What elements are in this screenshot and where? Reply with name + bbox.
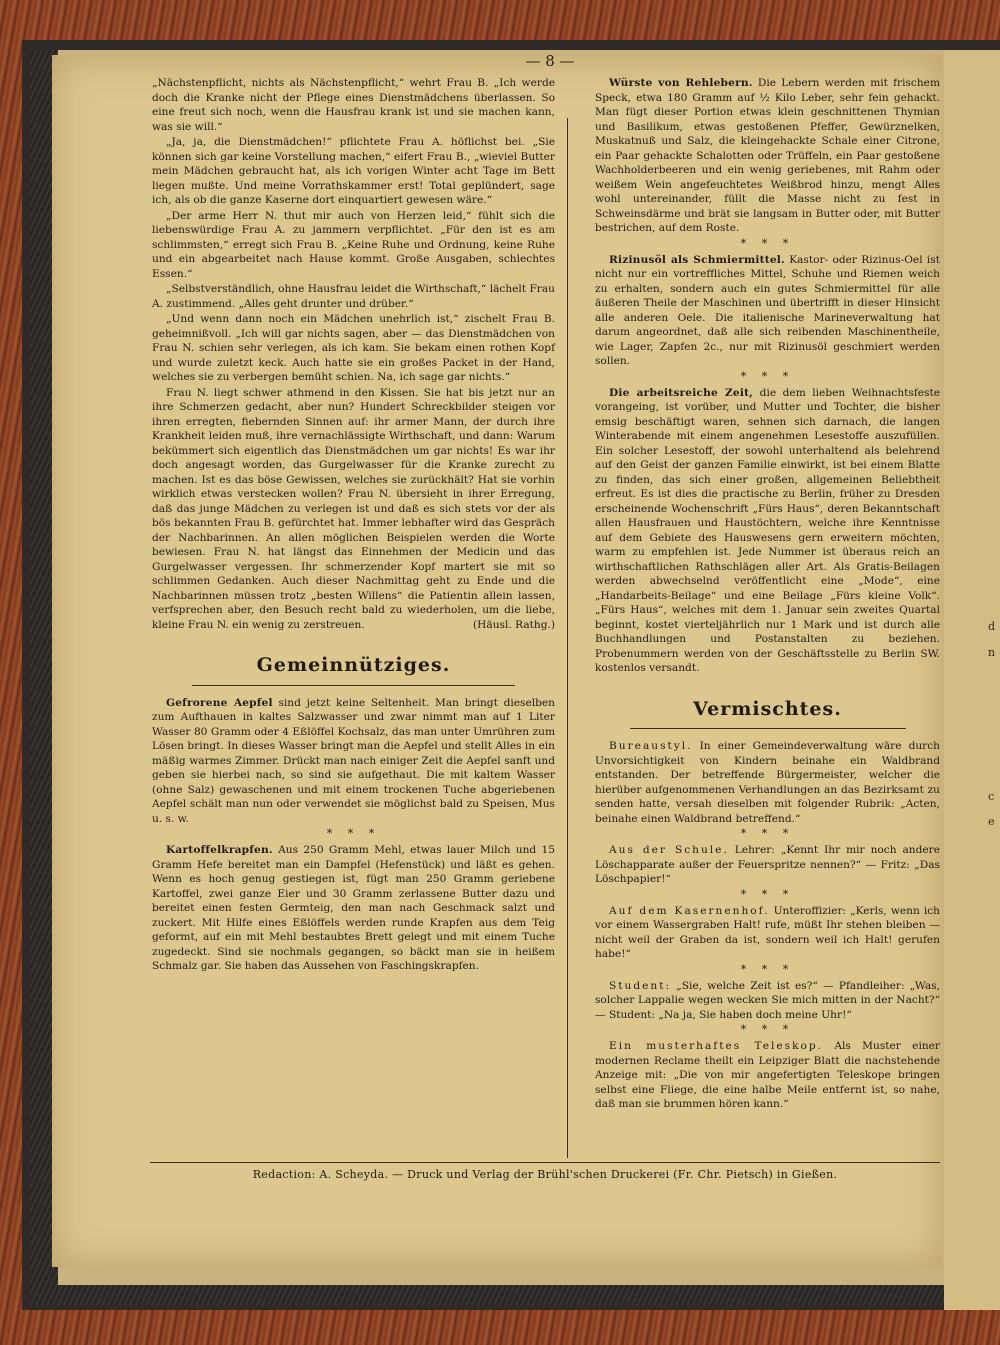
story-paragraph: „Selbstverständlich, ohne Hausfrau leidet die Wirthschaft,“ lächelt Frau A. zustimmend. „Alles geht drunter und drüber.“ [152, 283, 555, 310]
left-column [152, 76, 555, 975]
misc-lead: Auf dem Kasernenhof. [609, 904, 770, 917]
article-text: sind jetzt keine Seltenheit. Man bringt dieselben zum Aufthauen in kaltes Salzwasser und zwar nimmt man auf 1 Liter Wasser 80 Gramm oder 4 Eßlöffel Kochsalz, das man unter Umrühren zum Lösen bringt. In dieses Wasser bringt man die Aepfel und stellt Alles in ein mäßig warmes Zimmer. Drückt man nach einiger Zeit die Aepfel sanft und geben sie hierbei nach, so sind sie aufgethaut. Die mit kaltem Wasser (ohne Salz) gewaschenen und mit einem trockenen Tuche abgeriebenen Aepfel schält man nun oder verwendet sie möglichst bald zu Speisen, Mus u. s. w. [152, 696, 555, 825]
misc-text: Als Muster einer modernen Reclame theilt ein Leipziger Blatt die nachstehende Anzeige mit: „Die von mir angefertigten Teleskope bringen selbst eine Fliege, die eine halbe Meile entfernt ist, so nahe, daß man sie brummen hören kann.“ [595, 1040, 940, 1110]
section-title-gemeinnuetziges: Gemeinnütziges. [256, 654, 451, 676]
column-rule [567, 118, 568, 1158]
article-wuerste [595, 76, 940, 236]
next-page-edge [944, 50, 1000, 1310]
misc-item [595, 1039, 940, 1112]
article-kartoffelkrapfen [152, 843, 555, 974]
article-heading: Würste von Rehlebern. [609, 77, 753, 89]
stars-separator: * * * [740, 962, 795, 976]
article-text: Kastor- oder Rizinus-Oel ist nicht nur ein vortreffliches Mittel, Schuhe und Riemen weich zu erhalten, sondern auch ein gutes Schmiermittel für alle äußeren Theile der Maschinen und übertrifft in dieser Hinsicht alle anderen Oele. Die italienische Marineverwaltung hat darum angeordnet, daß alle sich reibenden Maschinentheile, wie Lager, Zapfen 2c., nur mit Rizinusöl geschmiert werden sollen. [595, 253, 940, 367]
story-paragraph: „Und wenn dann noch ein Mädchen unehrlich ist,“ zischelt Frau B. geheimnißvoll. „Ich will gar nichts sagen, aber — das Dienstmädchen von Frau N. schien sehr verlegen, als ich kam. Sie bekam einen rothen Kopf und wurde zuletzt keck. Auch hatte sie ein großes Packet in der Hand, welches sie zu verbergen bemüht schien. Na, ich sage gar nichts.“ [152, 313, 555, 383]
misc-text: Unteroffizier: „Kerls, wenn ich vor einem Wassergraben Halt! rufe, müßt Ihr stehen bleiben — nicht weil der Graben da ist, sondern weil ich Halt! gerufen habe!“ [595, 904, 940, 960]
sliver-letter: d [988, 620, 996, 633]
sliver-letter: e [988, 815, 995, 828]
right-column [595, 76, 940, 1113]
section-title-vermischtes: Vermischtes. [693, 697, 842, 720]
story-paragraph: „Nächstenpflicht, nichts als Nächstenpflicht,“ wehrt Frau B. „Ich werde doch die Kranke nicht der Pflege eines Dienstmädchens überlassen. So eine freut sich noch, wenn die Hausfrau krank ist und sie machen kann, was sie will.“ [152, 77, 555, 133]
stars-separator: * * * [740, 887, 795, 901]
stars-separator: * * * [740, 827, 795, 840]
misc-lead: Aus der Schule. [609, 844, 729, 856]
stars-separator: * * * [326, 827, 381, 840]
article-text: Die Lebern werden mit frischem Speck, etwa 180 Gramm auf ½ Kilo Leber, sehr fein gehackt. Man fügt dieser Portion etwas klein geschnittenen Thymian und Basilikum, etwas gestoßenen Pfeffer, Gewürznelken, Muskatnuß und Salz, die kleingehackte Schale einer Citrone, ein Paar gehackte Schalotten oder Trüffeln, ein Paar gestoßene Wachholderbeeren und ein wenig geriebenes, mit Rahm oder weißem Wein angefeuchtetes Weißbrod hinzu, mengt Alles wohl untereinander, füllt die Masse nicht zu fest in Schweinsdärme und brät sie langsam in Butter oder, mit Butter bestrichen, auf dem Roste. [595, 77, 940, 234]
misc-item [595, 904, 940, 962]
article-gefrorene-aepfel [152, 696, 555, 827]
article-text: Aus 250 Gramm Mehl, etwas lauer Milch und 15 Gramm Hefe bereitet man ein Dampfel (Hefenstück) und läßt es gehen. Wenn es hoch genug gestiegen ist, fügt man 250 Gramm geriebene Kartoffel, zwei ganze Eier und 30 Gramm zerlassene Butter dazu und bereitet einen festen Germteig, den man nach Geschmack salzt und zuckert. Mit Hilfe eines Eßlöffels werden runde Krapfen aus dem Teig geformt, auf ein mit Mehl bestaubtes Brett gelegt und mit einem Tuche zugedeckt. Sind sie nochmals gegangen, so bäckt man sie in heißem Schmalz gar. Sie haben das Aussehen von Faschingskrapfen. [152, 844, 555, 972]
article-heading: Gefrorene Aepfel [166, 696, 273, 709]
stars-separator: * * * [740, 369, 795, 383]
misc-text: „Sie, welche Zeit ist es?“ — Pfandleiher: „Was, solcher Lappalie wegen wecken Sie mich mitten in der Nacht?“ — Student: „Na ja, Sie haben doch meine Uhr!“ [595, 979, 940, 1021]
story-text: Frau N. liegt schwer athmend in den Kissen. Sie hat bis jetzt nur an ihre Schmerzen gedacht, aber nun? Hundert Schreckbilder steigen vor ihren erregten, fiebernden Sinnen auf: ihr armer Mann, der durch ihre Krankheit leiden muß, ihre vernachlässigte Wirthschaft, und dann: Warum bekümmert sich eigentlich das Dienstmädchen um gar nichts! Es war ihr doch angesagt worden, das Gurgelwasser für die Kranke zurecht zu machen. Ist es das böse Gewissen, welches sie zurückhält? Hat sie vorhin wirklich etwas verstecken wollen? Frau N. übersieht in ihrer Erregung, daß das junge Mädchen zu verlegen ist und daß es sich stets vor der als bös bekannten Frau B. gefürchtet hat. Immer lebhafter wird das Gespräch der Nachbarinnen. An allen möglichen Beispielen werden die Worte bewiesen. Frau N. hat längst das Einnehmen der Medicin und das Gurgelwasser vergessen. Ihr schmerzender Kopf martert sie mit so schlimmen Gedanken. Auch dieser Nachmittag geht zu Ende und die Nachbarinnen müssen trotz „besten Willens“ die Patientin allein lassen, verfsprechen aber, den Besuch recht bald zu wiederholen, um die liebe, kleine Frau N. ein wenig zu zerstreuen. [152, 386, 555, 631]
misc-lead: Student: [609, 979, 672, 992]
imprint-footer: Redaction: A. Scheyda. — Druck und Verlag der Brühl'schen Druckerei (Fr. Chr. Pietsch) in Gießen. [252, 1168, 838, 1181]
misc-lead: Ein musterhaftes Teleskop. [609, 1040, 824, 1052]
misc-item [595, 979, 940, 1023]
article-arbeitsreiche-zeit [595, 386, 940, 676]
story-source: (Häusl. Rathg.) [473, 618, 555, 631]
article-heading: Rizinusöl als Schmiermittel. [609, 253, 785, 266]
stars-separator: * * * [740, 1023, 795, 1036]
footer-rule [150, 1162, 940, 1163]
sliver-letter: c [988, 790, 995, 803]
story-paragraph: „Ja, ja, die Dienstmädchen!“ pflichtete Frau A. höflichst bei. „Sie können sich gar keine Vorstellung machen,“ eifert Frau B., „wieviel Butter mein Mädchen gebraucht hat, als ich vorigen Winter acht Tage im Bett liegen mußte. Und meine Vorrathskammer erst! Total geplündert, sage ich, als ob die ganze Kaserne dort einquartiert gewesen wäre.“ [152, 136, 555, 206]
misc-item [595, 739, 940, 826]
section-rule [192, 685, 514, 686]
sliver-letter: n [988, 646, 996, 659]
article-rizinusoel [595, 253, 940, 369]
misc-item [595, 843, 940, 887]
stars-separator: * * * [740, 236, 795, 250]
page-number: — 8 — [525, 52, 575, 70]
story-paragraph: „Der arme Herr N. thut mir auch von Herzen leid,“ fühlt sich die liebenswürdige Frau A. zu jammern verpflichtet. „Für den ist es am schlimmsten,“ erregt sich Frau B. „Keine Ruhe und Ordnung, keine Ruhe und ein abgearbeitet nach Hause kommt. Große Ausgaben, schlechtes Essen.“ [152, 209, 555, 280]
misc-lead: Bureaustyl. [609, 740, 693, 752]
misc-text: In einer Gemeindeverwaltung wäre durch Unvorsichtigkeit von Kindern beinahe ein Waldbrand entstanden. Der betreffende Bürgermeister, welcher die hierüber aufgenommenen Verhandlungen an das Bezirksamt zu senden hatte, versah dieselben mit folgender Rubrik: „Acten, beinahe einen Waldbrand betreffend.“ [595, 740, 940, 825]
section-rule [630, 728, 906, 729]
article-text: die dem lieben Weihnachtsfeste vorangeing, ist vorüber, und Mutter und Tochter, die bisher emsig beschäftigt waren, sehnen sich darnach, die langen Winterabende mit einem angenehmen Lesestoffe auszufüllen. Ein solcher Lesestoff, der sowohl unterhaltend als belehrend auf den Geist der ganzen Familie einwirkt, ist bei einem Blatte zu finden, das sich einer großen, allgemeinen Beliebtheit erfreut. Es ist dies die practische zu Berlin, früher zu Dresden erscheinende Wochenschrift „Fürs Haus“, deren Bekanntschaft allen Hausfrauen und Haustöchtern, welche ihre Kenntnisse auf dem Gebiete des Hauswesens gern erweitern möchten, warm zu empfehlen ist. Jede Nummer ist überaus reich an wirthschaftlichen Rathschlägen aller Art. Als Gratis-Beilagen werden abwechselnd veröffentlicht eine „Mode“, eine „Handarbeits-Beilage“ und eine Beilage „Fürs kleine Volk“. „Fürs Haus“, welches mit dem 1. Januar sein zweites Quartal beginnt, kostet vierteljährlich nur 1 Mark und ist durch alle Buchhandlungen und Postanstalten zu beziehen. Probenummern werden von der Geschäftsstelle zu Berlin SW. kostenlos versandt. [595, 386, 940, 674]
article-heading: Kartoffelkrapfen. [166, 844, 273, 856]
article-heading: Die arbeitsreiche Zeit, [609, 386, 754, 399]
misc-text: Lehrer: „Kennt Ihr mir noch andere Löschapparate außer der Feuerspritze nennen?“ — Fritz: „Das Löschpapier!“ [595, 844, 941, 885]
story-paragraph [152, 386, 555, 633]
